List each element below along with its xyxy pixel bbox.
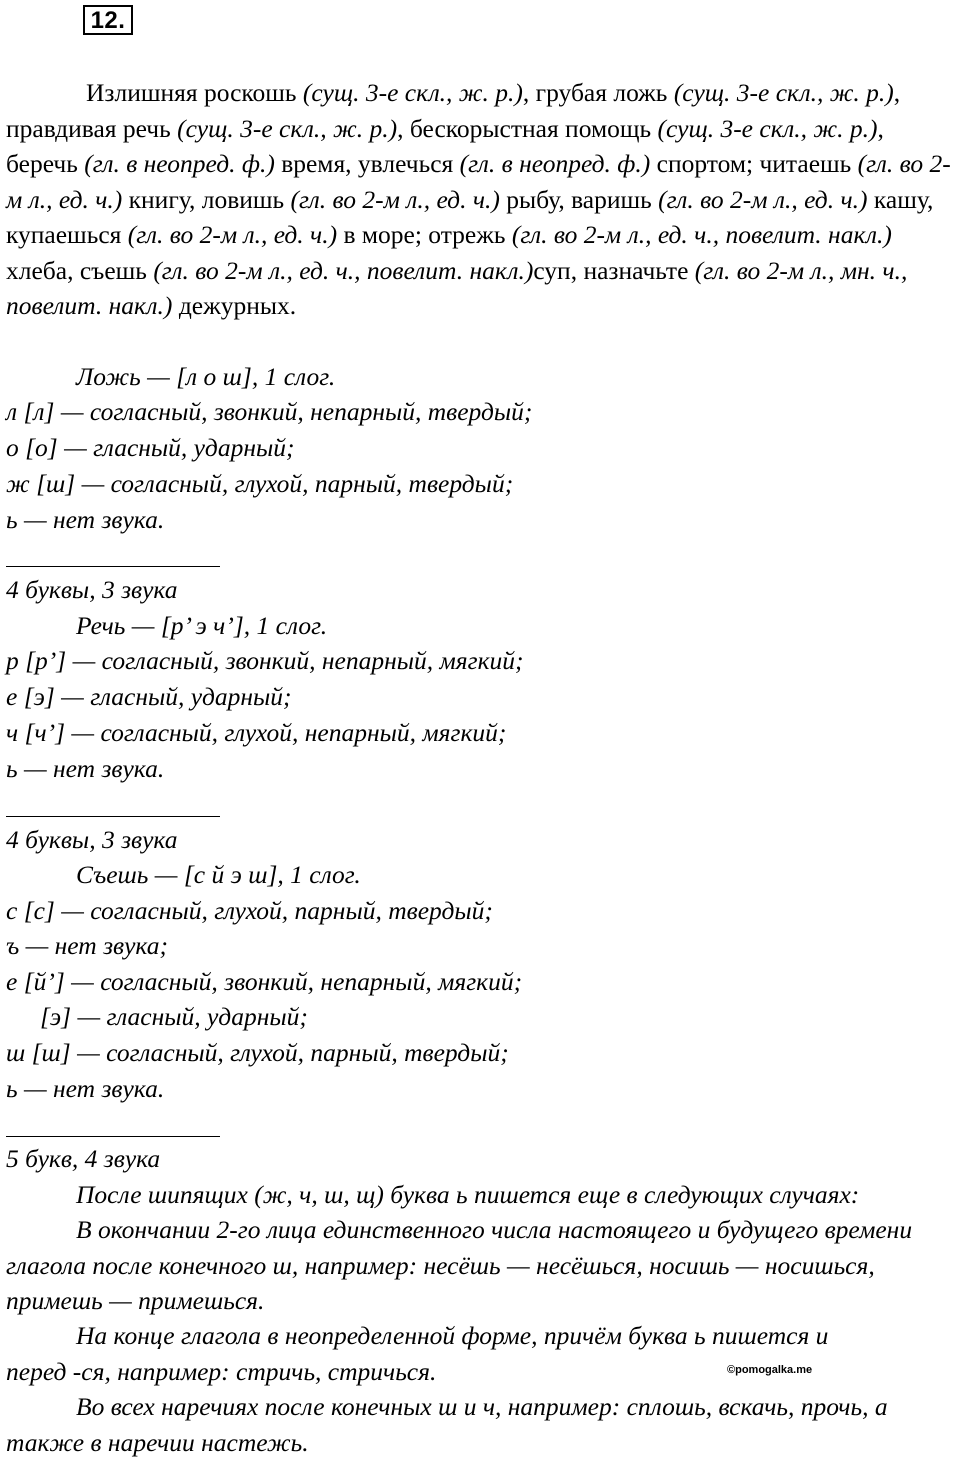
rech-line: ч [ч’] — согласный, глухой, непарный, мягкий; (6, 718, 507, 747)
sesh-count: 5 букв, 4 звука (6, 1144, 161, 1173)
sesh-line: е [й’] — согласный, звонкий, непарный, мягкий; (6, 967, 523, 996)
intro-text: кашу, купаешься (6, 184, 934, 249)
intro-text: спортом; читаешь (650, 149, 858, 178)
rech-line: ь — нет звука. (6, 754, 165, 783)
lozh-line: о [о] — гласный, ударный; (6, 433, 295, 462)
intro-paragraph (6, 75, 954, 324)
rech-count: 4 буквы, 3 звука (6, 825, 178, 854)
sesh-line: ш [ш] — согласный, глухой, парный, твердый; (6, 1038, 509, 1067)
intro-text: книгу, ловишь (122, 184, 291, 214)
intro-text: рыбу, варишь (499, 184, 659, 214)
divider (6, 1136, 220, 1137)
sesh-header: Съешь — [с й э ш], 1 слог. (76, 860, 361, 889)
grammar-note: (гл. во 2-м л., ед. ч.) (290, 184, 500, 214)
divider (6, 816, 220, 817)
rule-paragraph: На конце глагола в неопределенной форме, причём буква ь пишется и перед -ся, например: стричь, стричься. (6, 1321, 829, 1386)
grammar-note: (гл. в неопред. ф.) (459, 149, 651, 178)
intro-text: время, увлечься (274, 149, 460, 178)
grammar-note: (гл. во 2-м л., ед. ч.) (6, 149, 951, 214)
intro-text: , грубая ложь (522, 78, 674, 107)
rech-header: Речь — [р’ э ч’], 1 слог. (76, 611, 328, 640)
intro-text: суп, назначьте (533, 255, 695, 285)
grammar-note: (гл. в неопред. ф.) (84, 149, 275, 178)
rech-line: е [э] — гласный, ударный; (6, 682, 292, 711)
grammar-note: (гл. во 2-м л., ед. ч., повелит. накл.) (153, 255, 534, 285)
intro-text: дежурных. (172, 291, 297, 320)
sesh-line: ь — нет звука. (6, 1074, 165, 1103)
intro-text: , бескорыстная помощь (397, 113, 658, 143)
rule-paragraph: В окончании 2-го лица единственного числа настоящего и будущего времени глагола после конечного ш, например: несёшь — несёшься, носишь — носишься, примешь — примешься. (6, 1215, 913, 1315)
grammar-note: (сущ. 3-е скл., ж. р.) (177, 113, 398, 143)
rules-intro: После шипящих (ж, ч, ш, щ) буква ь пишется еще в следующих случаях: (76, 1180, 860, 1209)
intro-text: , правдивая речь (6, 78, 901, 143)
grammar-note: (сущ. 3-е скл., ж. р.) (302, 78, 523, 107)
grammar-note: (гл. во 2-м л., мн. ч., повелит. накл.) (6, 255, 908, 320)
sesh-line: [э] — гласный, ударный; (40, 1002, 308, 1031)
lozh-header: Ложь — [л о ш], 1 слог. (76, 362, 336, 391)
sesh-line: с [с] — согласный, глухой, парный, твердый; (6, 896, 493, 925)
grammar-note: (гл. во 2-м л., ед. ч.) (658, 184, 868, 214)
lozh-line: ж [ш] — согласный, глухой, парный, твердый; (6, 469, 514, 498)
grammar-note: (гл. во 2-м л., ед. ч., повелит. накл.) (511, 220, 892, 249)
grammar-note: (сущ. 3-е скл., ж. р.) (657, 113, 878, 143)
grammar-note: (гл. во 2-м л., ед. ч.) (127, 220, 338, 249)
sesh-line: ъ — нет звука; (6, 931, 168, 960)
lozh-count: 4 буквы, 3 звука (6, 575, 178, 604)
intro-text: в море; отрежь (337, 220, 512, 249)
intro-text: , беречь (6, 113, 884, 178)
grammar-note: (сущ. 3-е скл., ж. р.) (673, 78, 894, 107)
rech-line: р [р’] — согласный, звонкий, непарный, мягкий; (6, 646, 524, 675)
rule-paragraph: Во всех наречиях после конечных ш и ч, например: сплошь, вскачь, прочь, а также в наречии настежь. (6, 1392, 888, 1457)
task-number: 12. (83, 5, 133, 35)
intro-text: хлеба, съешь (6, 255, 154, 285)
intro-text: Излишняя роскошь (86, 78, 303, 107)
lozh-line: ь — нет звука. (6, 505, 165, 534)
lozh-line: л [л] — согласный, звонкий, непарный, твердый; (6, 397, 533, 426)
watermark: ©pomogalka.me (727, 1364, 813, 1376)
divider (6, 566, 220, 567)
